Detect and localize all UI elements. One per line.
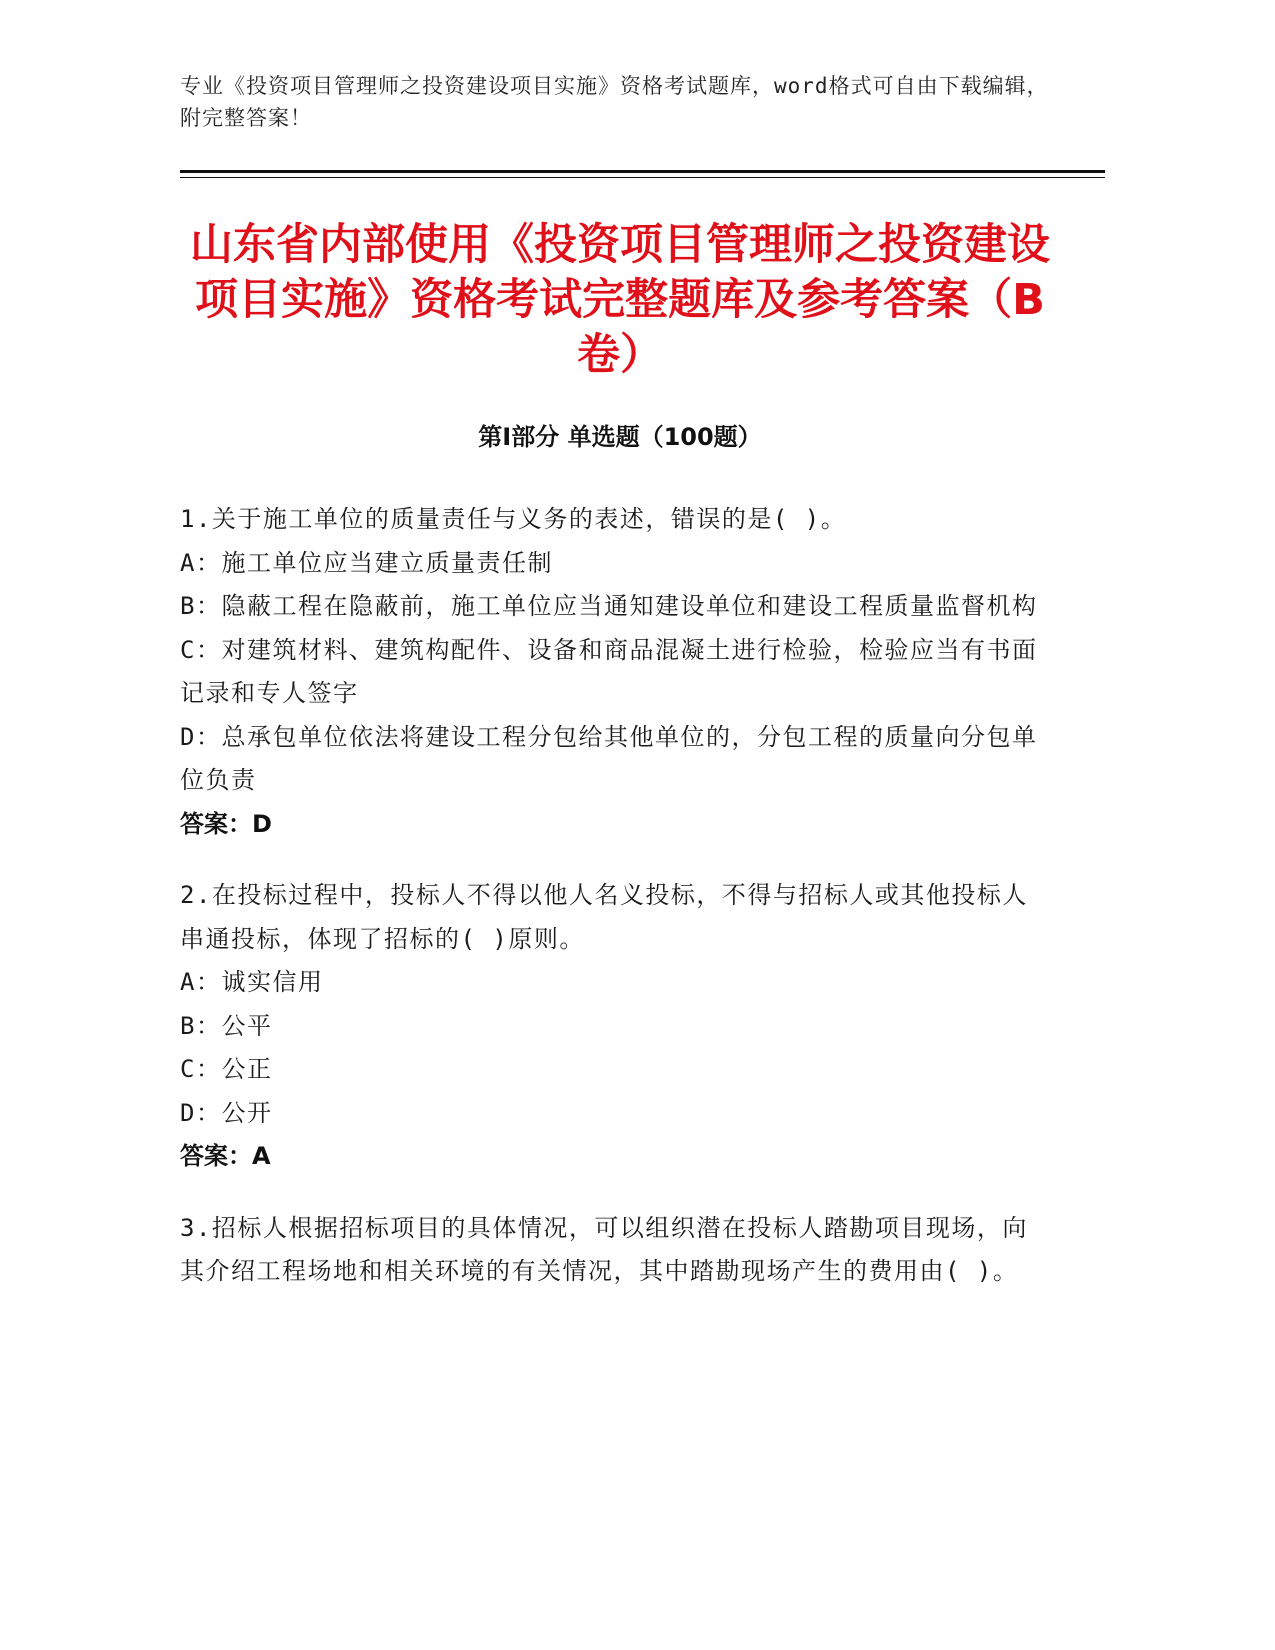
header-divider-thick: [180, 170, 1105, 173]
section-heading: 第I部分 单选题（100题）: [478, 423, 762, 451]
option-a: A：诚实信用: [180, 968, 324, 996]
document-title: 山东省内部使用《投资项目管理师之投资建设项目实施》资格考试完整题库及参考答案（B卷）: [190, 220, 1050, 380]
option-c: C：对建筑材料、建筑构配件、设备和商品混凝土进行检验，检验应当有书面记录和专人签字: [180, 635, 1038, 707]
question-list: [180, 498, 1040, 1322]
question-stem: 2.在投标过程中，投标人不得以他人名义投标，不得与招标人或其他投标人串通投标，体现了招标的( )原则。: [180, 881, 1028, 953]
option-b: B：隐蔽工程在隐蔽前，施工单位应当通知建设单位和建设工程质量监督机构: [180, 592, 1038, 620]
question-stem: 1.关于施工单位的质量责任与义务的表述，错误的是( )。: [180, 505, 847, 533]
option-a: A：施工单位应当建立质量责任制: [180, 548, 553, 577]
option-c: C：公正: [180, 1055, 273, 1083]
answer-line: 答案：D: [180, 809, 272, 838]
question-2: [180, 874, 1040, 1179]
question-stem: 3.招标人根据招标项目的具体情况，可以组织潜在投标人踏勘项目现场，向其介绍工程场地和相关环境的有关情况，其中踏勘现场产生的费用由( )。: [180, 1213, 1028, 1285]
option-d: D：公开: [180, 1098, 273, 1127]
question-3: [180, 1207, 1040, 1294]
header-divider-thin: [180, 177, 1105, 178]
option-d: D：总承包单位依法将建设工程分包给其他单位的，分包工程的质量向分包单位负责: [180, 722, 1038, 794]
question-1: [180, 498, 1040, 846]
option-b: B：公平: [180, 1011, 273, 1040]
header-note: 专业《投资项目管理师之投资建设项目实施》资格考试题库，word格式可自由下载编辑，附完整答案！: [180, 74, 1049, 130]
answer-line: 答案：A: [180, 1142, 271, 1170]
